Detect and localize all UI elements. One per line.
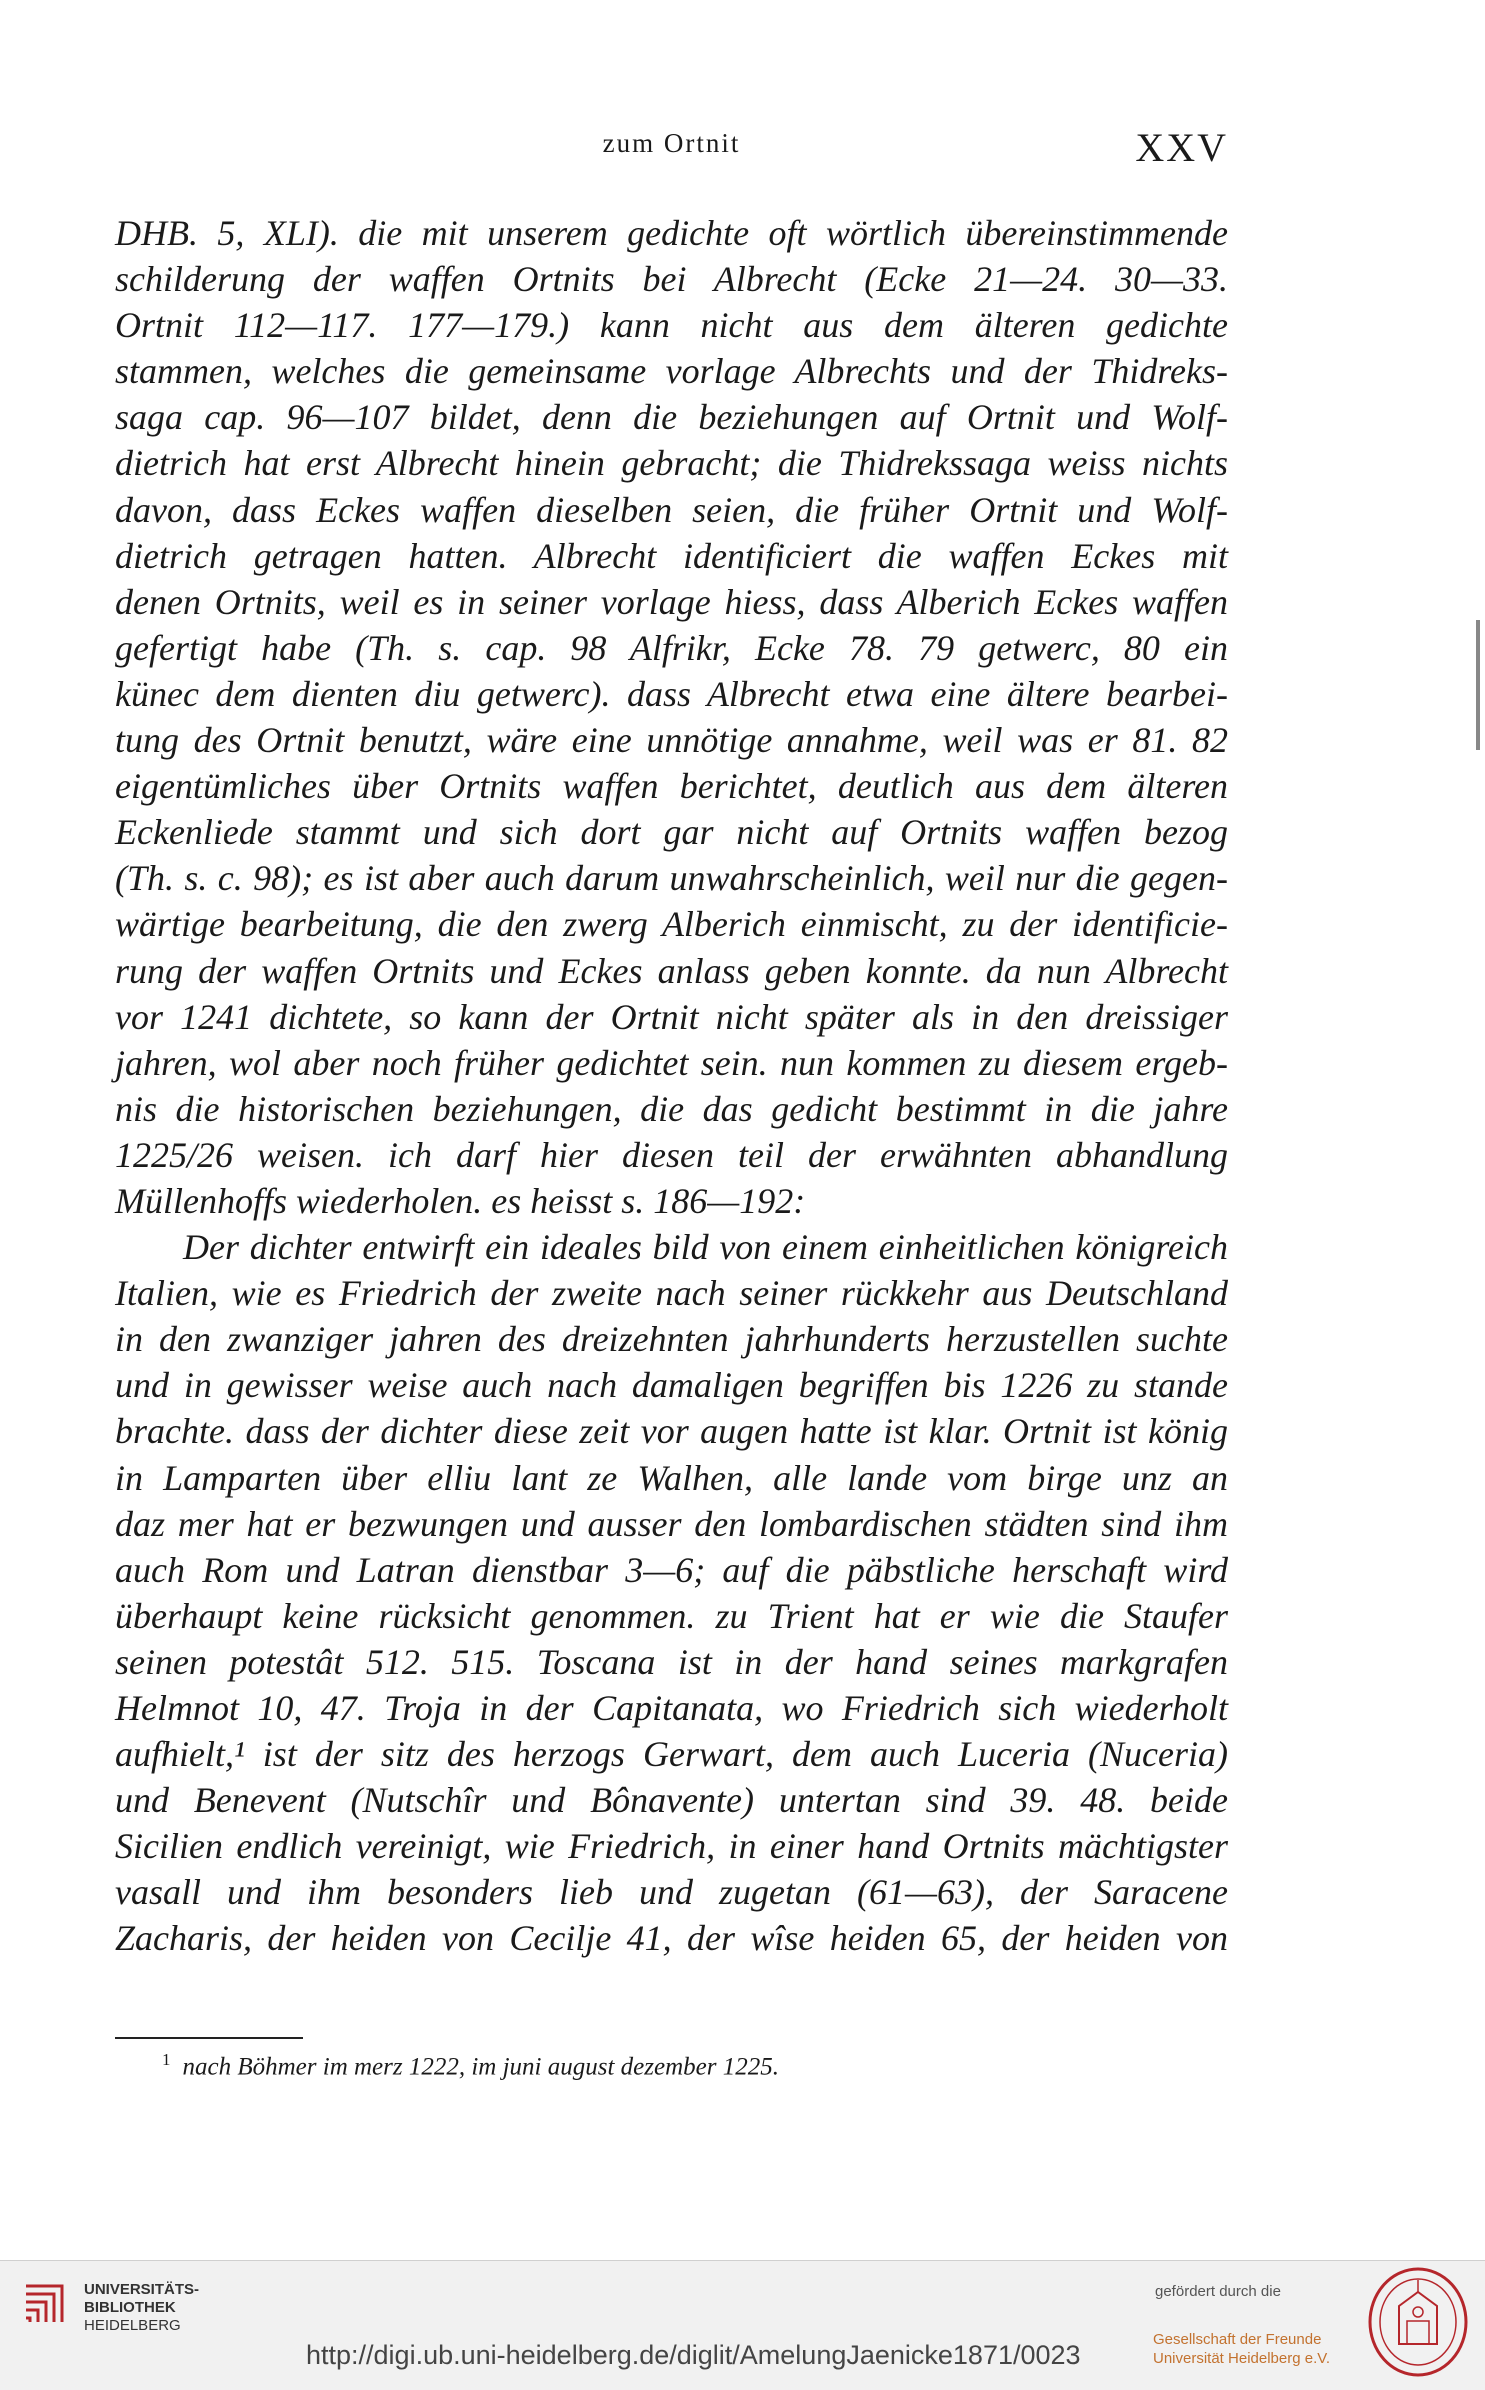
page-header [115, 125, 1228, 170]
page-edge-mark [1476, 620, 1480, 750]
text-line: dietrich hat erst Albrecht hinein gebracht; die Thidrekssaga weiss nichts [115, 443, 1228, 484]
text-line: 1225/26 weisen. ich darf hier diesen teil der erwähnten abhandlung [115, 1134, 1228, 1175]
sponsor-label: gefördert durch die [1155, 2283, 1281, 2300]
quote-line: vasall und ihm besonders lieb und zugetan (61—63), der Saracene [115, 1872, 1228, 1913]
quote-line: Zacharis, der heiden von Cecilje 41, der wîse heiden 65, der heiden von [115, 1918, 1228, 1959]
text-line: Ortnit 112—117. 177—179.) kann nicht aus dem älteren gedichte [115, 305, 1228, 346]
text-line: Eckenliede stammt und sich dort gar nicht auf Ortnits waffen bezog [115, 812, 1228, 853]
library-name-line: BIBLIOTHEK [84, 2299, 176, 2316]
text-line: rung der waffen Ortnits und Eckes anlass geben konnte. da nun Albrecht [115, 950, 1228, 991]
quote-line: überhaupt keine rücksicht genommen. zu Trient hat er wie die Staufer [115, 1595, 1228, 1636]
university-library-logo-icon [22, 2282, 66, 2340]
quote-line: in den zwanziger jahren des dreizehnten jahrhunderts herzustellen suchte [115, 1319, 1228, 1360]
text-line: denen Ortnits, weil es in seiner vorlage hiess, dass Alberich Eckes waffen [115, 581, 1228, 622]
text-line: eigentümliches über Ortnits waffen berichtet, deutlich aus dem älteren [115, 766, 1228, 807]
text-line: künec dem dienten diu getwerc). dass Albrecht etwa eine ältere bearbei- [115, 673, 1228, 714]
footnote [162, 2050, 779, 2081]
university-seal-icon [1367, 2266, 1469, 2378]
permalink-url[interactable]: http://digi.ub.uni-heidelberg.de/diglit/AmelungJaenicke1871/0023 [306, 2340, 1081, 2370]
quote-line: seinen potestât 512. 515. Toscana ist in der hand seines markgrafen [115, 1641, 1228, 1682]
quote-line: daz mer hat er bezwungen und ausser den lombardischen städten sind ihm [115, 1503, 1228, 1544]
text-line: (Th. s. c. 98); es ist aber auch darum unwahrscheinlich, weil nur die gegen- [115, 858, 1228, 899]
quote-line: in Lamparten über elliu lant ze Walhen, alle lande vom birge unz an [115, 1457, 1228, 1498]
text-line: tung des Ortnit benutzt, wäre eine unnötige annahme, weil was er 81. 82 [115, 720, 1228, 761]
page-number: XXV [1135, 125, 1228, 170]
text-line: jahren, wol aber noch früher gedichtet sein. nun kommen zu diesem ergeb- [115, 1042, 1228, 1083]
quote-line: Sicilien endlich vereinigt, wie Friedrich, in einer hand Ortnits mächtigster [115, 1826, 1228, 1867]
text-line: DHB. 5, XLI). die mit unserem gedichte oft wörtlich übereinstimmende [115, 213, 1228, 253]
body-text [115, 210, 1228, 1962]
quote-line: Der dichter entwirft ein ideales bild von einem einheitlichen königreich [183, 1227, 1228, 1268]
text-line: wärtige bearbeitung, die den zwerg Alberich einmischt, zu der identificie- [115, 904, 1228, 945]
text-line: vor 1241 dichtete, so kann der Ortnit nicht später als in den dreissiger [115, 996, 1228, 1037]
text-line: nis die historischen beziehungen, die das gedicht bestimmt in die jahre [115, 1088, 1228, 1129]
running-title: zum Ortnit [602, 128, 741, 158]
text-line: stammen, welches die gemeinsame vorlage Albrechts und der Thidreks- [115, 351, 1228, 392]
quote-line: aufhielt,¹ ist der sitz des herzogs Gerwart, dem auch Luceria (Nuceria) [115, 1734, 1228, 1775]
quote-line: Helmnot 10, 47. Troja in der Capitanata, wo Friedrich sich wiederholt [115, 1688, 1228, 1728]
footnote-marker: 1 [162, 2050, 171, 2069]
footnote-text: nach Böhmer im merz 1222, im juni august dezember 1225. [182, 2053, 779, 2081]
library-name-line: HEIDELBERG [84, 2317, 181, 2334]
text-line: davon, dass Eckes waffen dieselben seien, die früher Ortnit und Wolf- [115, 489, 1228, 530]
sponsor-name [1153, 2330, 1343, 2368]
sponsor-name-line: Gesellschaft der Freunde [1153, 2331, 1322, 2348]
quote-line: Italien, wie es Friedrich der zweite nach seiner rückkehr aus Deutschland [115, 1273, 1228, 1314]
quote-line: und Benevent (Nutschîr und Bônavente) untertan sind 39. 48. beide [115, 1780, 1228, 1821]
quote-line: und in gewisser weise auch nach damaligen begriffen bis 1226 zu stande [115, 1365, 1228, 1406]
text-line: gefertigt habe (Th. s. cap. 98 Alfrikr, Ecke 78. 79 getwerc, 80 ein [115, 627, 1228, 668]
quote-line: brachte. dass der dichter diese zeit vor augen hatte ist klar. Ortnit ist könig [115, 1411, 1228, 1452]
library-name-line: UNIVERSITÄTS- [84, 2281, 200, 2298]
text-line: saga cap. 96—107 bildet, denn die beziehungen auf Ortnit und Wolf- [115, 397, 1228, 438]
quote-line: auch Rom und Latran dienstbar 3—6; auf die päbstliche herschaft wird [115, 1549, 1228, 1590]
text-line: schilderung der waffen Ortnits bei Albrecht (Ecke 21—24. 30—33. [115, 259, 1228, 300]
text-line: Müllenhoffs wiederholen. es heisst s. 186—192: [115, 1180, 806, 1221]
library-name [84, 2281, 204, 2335]
sponsor-name-line: Universität Heidelberg e.V. [1153, 2350, 1331, 2367]
footnote-divider [115, 2037, 303, 2039]
text-line: dietrich getragen hatten. Albrecht identificiert die waffen Eckes mit [115, 535, 1228, 576]
